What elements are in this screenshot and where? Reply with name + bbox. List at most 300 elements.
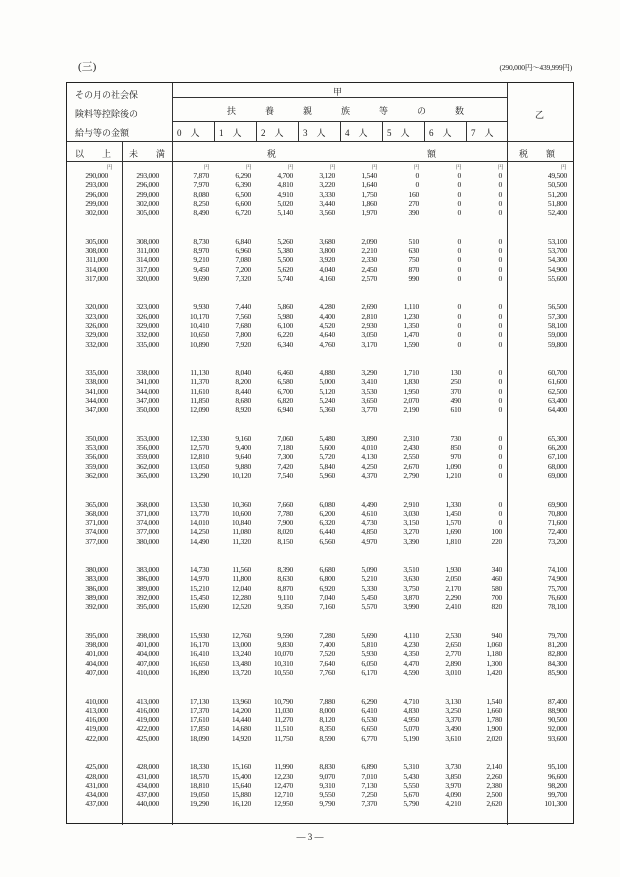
table-column-block (361, 500, 377, 546)
yen-mark: 円 (330, 165, 336, 171)
table-cell: 368,000 (136, 499, 159, 509)
table-cell: 56,500 (547, 302, 567, 312)
table-cell: 11,850 (190, 395, 209, 405)
table-cell: 0 (498, 189, 502, 199)
table-cell: 5,840 (319, 461, 335, 471)
table-cell: 13,720 (231, 668, 251, 678)
table-cell: 8,040 (235, 368, 251, 378)
table-cell: 416,000 (85, 715, 108, 725)
table-column-block (319, 302, 335, 348)
header-dependents-7: 数 (455, 106, 465, 116)
table-cell: 5,740 (277, 273, 293, 283)
header-dependents-1: 扶 (227, 106, 237, 116)
table-cell: 1,570 (445, 518, 461, 528)
table-column-block (499, 237, 503, 283)
count-5: 5 人 (387, 128, 410, 138)
table-cell: 0 (498, 368, 502, 378)
table-cell: 2,570 (361, 273, 377, 283)
table-column-block (361, 434, 377, 480)
table-cell: 14,680 (231, 724, 251, 734)
count-0: 0 人 (177, 128, 200, 138)
table-cell: 8,020 (277, 527, 293, 537)
table-cell: 9,400 (235, 443, 251, 453)
table-cell: 630 (408, 245, 419, 255)
table-column-block (409, 237, 420, 283)
table-cell: 7,400 (319, 640, 335, 650)
table-cell: 1,210 (445, 470, 461, 480)
table-cell: 9,310 (319, 780, 335, 790)
table-cell: 1,180 (486, 649, 502, 659)
table-cell: 8,250 (193, 198, 209, 208)
table-column-block (85, 171, 108, 217)
table-cell: 4,370 (361, 470, 377, 480)
table-cell: 98,200 (547, 780, 567, 790)
table-cell: 10,890 (189, 339, 209, 349)
table-cell: 610 (450, 405, 461, 415)
table-cell: 5,240 (319, 395, 335, 405)
table-cell: 6,770 (361, 733, 377, 743)
table-cell: 6,050 (361, 658, 377, 668)
table-cell: 1,330 (445, 499, 461, 509)
table-cell: 395,000 (136, 602, 159, 612)
table-cell: 1,950 (403, 386, 419, 396)
table-cell: 0 (457, 208, 461, 218)
table-cell: 5,140 (277, 208, 293, 218)
table-cell: 6,340 (277, 339, 293, 349)
table-cell: 730 (450, 433, 461, 443)
table-cell: 2,290 (445, 593, 461, 603)
table-cell: 52,400 (547, 208, 567, 218)
table-cell: 9,830 (277, 640, 293, 650)
table-cell: 9,110 (277, 593, 293, 603)
table-cell: 1,640 (361, 180, 377, 190)
table-cell: 4,520 (319, 320, 335, 330)
table-cell: 3,150 (403, 518, 419, 528)
table-cell: 7,200 (235, 264, 251, 274)
table-cell: 85,900 (547, 668, 567, 678)
table-cell: 0 (415, 171, 419, 180)
table-column-block (403, 762, 419, 808)
table-cell: 12,470 (273, 780, 293, 790)
table-cell: 2,770 (445, 649, 461, 659)
table-cell: 11,610 (190, 386, 209, 396)
table-cell: 0 (498, 461, 502, 471)
table-cell: 0 (457, 189, 461, 199)
table-column-block (136, 368, 159, 414)
yen-mark: 円 (204, 165, 210, 171)
table-cell: 57,300 (547, 311, 567, 321)
table-cell: 7,540 (277, 470, 293, 480)
table-cell: 5,620 (277, 264, 293, 274)
section-mark: (三) (78, 61, 97, 73)
table-column-block (486, 697, 502, 743)
table-cell: 5,330 (361, 583, 377, 593)
table-cell: 350,000 (136, 405, 159, 415)
table-cell: 11,320 (232, 536, 251, 546)
table-cell: 308,000 (136, 236, 159, 246)
header-dependents-3: 親 (303, 106, 313, 116)
table-cell: 0 (498, 171, 502, 180)
table-cell: 59,000 (547, 330, 567, 340)
table-cell: 10,600 (231, 508, 251, 518)
table-cell: 338,000 (85, 377, 108, 387)
table-cell: 13,240 (231, 649, 251, 659)
table-cell: 7,560 (235, 311, 251, 321)
table-cell: 9,550 (319, 790, 335, 800)
table-cell: 0 (498, 386, 502, 396)
table-cell: 5,690 (361, 630, 377, 640)
table-cell: 17,850 (189, 724, 209, 734)
table-cell: 250 (450, 377, 461, 387)
table-cell: 5,860 (277, 302, 293, 312)
table-cell: 6,940 (277, 405, 293, 415)
table-cell: 356,000 (136, 443, 159, 453)
table-cell: 4,160 (319, 273, 335, 283)
table-cell: 5,090 (361, 565, 377, 575)
table-column-block (319, 171, 335, 217)
table-column-block (548, 565, 567, 611)
table-cell: 0 (498, 377, 502, 387)
table-cell: 270 (408, 198, 419, 208)
table-cell: 329,000 (136, 320, 159, 330)
table-cell: 0 (498, 198, 502, 208)
table-cell: 2,090 (361, 236, 377, 246)
table-cell: 4,970 (361, 536, 377, 546)
table-cell: 11,270 (274, 715, 293, 725)
table-cell: 2,310 (403, 433, 419, 443)
table-cell: 12,810 (189, 452, 209, 462)
table-cell: 5,190 (403, 733, 419, 743)
table-cell: 389,000 (85, 593, 108, 603)
table-cell: 437,000 (136, 790, 159, 800)
table-cell: 0 (457, 255, 461, 265)
table-cell: 2,410 (445, 602, 461, 612)
header-label-line-2: 険料等控除後の (75, 109, 139, 119)
table-cell: 3,630 (403, 574, 419, 584)
table-cell: 0 (457, 339, 461, 349)
table-cell: 7,440 (235, 302, 251, 312)
table-cell: 314,000 (136, 255, 159, 265)
table-cell: 323,000 (85, 311, 108, 321)
table-cell: 3,250 (445, 705, 461, 715)
table-cell: 9,450 (193, 264, 209, 274)
table-cell: 51,200 (547, 189, 567, 199)
table-cell: 8,680 (235, 395, 251, 405)
table-column-block (190, 500, 209, 546)
table-cell: 1,540 (486, 696, 502, 706)
table-cell: 8,630 (277, 574, 293, 584)
table-cell: 8,350 (319, 724, 335, 734)
table-cell: 2,670 (403, 461, 419, 471)
table-cell: 16,170 (189, 640, 209, 650)
table-cell: 0 (415, 180, 419, 190)
table-cell: 392,000 (85, 602, 108, 612)
table-column-block (232, 631, 251, 677)
table-cell: 50,500 (547, 180, 567, 190)
table-cell: 299,000 (85, 198, 108, 208)
table-cell: 365,000 (136, 470, 159, 480)
header-ijou: 以 上 (75, 149, 112, 159)
table-cell: 15,690 (189, 602, 209, 612)
table-cell: 386,000 (136, 574, 159, 584)
table-cell: 15,400 (231, 771, 251, 781)
table-cell: 10,550 (273, 668, 293, 678)
table-column-block (361, 237, 377, 283)
table-cell: 1,420 (486, 668, 502, 678)
table-cell: 8,000 (319, 705, 335, 715)
table-cell: 425,000 (85, 762, 108, 772)
count-7: 7 人 (471, 128, 494, 138)
table-cell: 1,900 (486, 724, 502, 734)
table-cell: 7,060 (277, 433, 293, 443)
table-cell: 1,300 (486, 658, 502, 668)
table-cell: 490 (450, 395, 461, 405)
table-cell: 9,350 (277, 602, 293, 612)
table-column-block (136, 171, 159, 217)
table-cell: 2,650 (445, 640, 461, 650)
table-cell: 431,000 (136, 771, 159, 781)
table-cell: 6,600 (235, 198, 251, 208)
table-column-block (85, 762, 108, 808)
table-cell: 0 (457, 171, 461, 180)
table-column-block (190, 434, 209, 480)
table-column-block (190, 368, 209, 414)
table-cell: 6,890 (361, 762, 377, 772)
table-cell: 14,440 (231, 715, 251, 725)
table-cell: 1,690 (445, 527, 461, 537)
table-column-block (548, 500, 567, 546)
table-cell: 0 (457, 273, 461, 283)
table-cell: 49,500 (547, 171, 567, 180)
table-cell: 3,870 (403, 593, 419, 603)
count-2: 2 人 (261, 128, 284, 138)
table-cell: 0 (498, 311, 502, 321)
table-cell: 4,350 (403, 649, 419, 659)
yen-mark: 円 (372, 165, 378, 171)
table-cell: 13,050 (189, 461, 209, 471)
table-column-block (136, 237, 159, 283)
table-cell: 9,790 (319, 799, 335, 809)
table-cell: 6,560 (319, 536, 335, 546)
table-cell: 3,370 (445, 715, 461, 725)
table-cell: 7,080 (235, 255, 251, 265)
table-cell: 10,120 (231, 470, 251, 480)
table-column-block (190, 762, 209, 808)
table-cell: 320,000 (85, 302, 108, 312)
table-cell: 380,000 (136, 536, 159, 546)
header-zei: 税 (267, 149, 277, 159)
table-cell: 2,790 (403, 470, 419, 480)
table-cell: 3,920 (319, 255, 335, 265)
table-cell: 398,000 (85, 640, 108, 650)
table-cell: 338,000 (136, 368, 159, 378)
table-cell: 1,660 (486, 705, 502, 715)
table-cell: 422,000 (136, 724, 159, 734)
table-cell: 93,600 (547, 733, 567, 743)
table-column-block (136, 631, 159, 677)
table-column-block (85, 302, 108, 348)
table-cell: 7,900 (277, 518, 293, 528)
count-6: 6 人 (429, 128, 452, 138)
table-cell: 0 (498, 330, 502, 340)
table-cell: 13,480 (231, 658, 251, 668)
table-cell: 380,000 (85, 565, 108, 575)
table-cell: 7,280 (319, 630, 335, 640)
table-cell: 401,000 (85, 649, 108, 659)
table-cell: 8,730 (193, 236, 209, 246)
table-cell: 8,200 (235, 377, 251, 387)
table-column-block (85, 237, 108, 283)
table-cell: 0 (498, 264, 502, 274)
table-cell: 460 (491, 574, 502, 584)
table-column-block (277, 500, 293, 546)
count-3: 3 人 (303, 128, 326, 138)
table-column-block (235, 302, 251, 348)
table-column-block (548, 368, 567, 414)
table-cell: 10,840 (231, 518, 251, 528)
table-cell: 87,400 (547, 696, 567, 706)
table-cell: 431,000 (85, 780, 108, 790)
table-cell: 7,010 (361, 771, 377, 781)
table-cell: 0 (498, 273, 502, 283)
table-cell: 0 (498, 255, 502, 265)
table-cell: 8,490 (193, 208, 209, 218)
table-cell: 5,570 (361, 602, 377, 612)
table-column-block (232, 762, 251, 808)
table-cell: 296,000 (85, 189, 108, 199)
table-cell: 1,110 (403, 302, 419, 312)
table-column-block (85, 697, 108, 743)
header-dependents-6: の (417, 106, 427, 116)
table-cell: 0 (498, 320, 502, 330)
table-cell: 4,910 (277, 189, 293, 199)
table-cell: 0 (498, 339, 502, 349)
table-cell: 407,000 (136, 658, 159, 668)
table-cell: 11,370 (190, 377, 209, 387)
table-cell: 4,110 (403, 630, 419, 640)
table-column-block (451, 368, 462, 414)
table-cell: 11,560 (232, 565, 251, 575)
table-column-block (277, 434, 293, 480)
table-column-block (445, 434, 461, 480)
table-cell: 3,850 (445, 771, 461, 781)
table-cell: 7,130 (361, 780, 377, 790)
table-cell: 11,750 (274, 733, 293, 743)
yen-mark: 円 (288, 165, 294, 171)
table-cell: 16,890 (189, 668, 209, 678)
table-cell: 311,000 (85, 255, 108, 265)
table-column-block (319, 500, 335, 546)
table-column-block (445, 500, 461, 546)
table-cell: 0 (498, 443, 502, 453)
table-cell: 0 (498, 405, 502, 415)
table-column-block (319, 631, 335, 677)
header-gaku: 額 (427, 149, 437, 159)
table-cell: 2,500 (486, 790, 502, 800)
table-cell: 14,490 (189, 536, 209, 546)
table-cell: 0 (498, 470, 502, 480)
table-column-block (445, 762, 461, 808)
table-cell: 422,000 (85, 733, 108, 743)
table-column-block (232, 434, 251, 480)
table-cell: 6,200 (319, 508, 335, 518)
table-cell: 6,820 (277, 395, 293, 405)
table-cell: 13,530 (189, 499, 209, 509)
table-cell: 66,200 (547, 443, 567, 453)
table-cell: 4,710 (403, 696, 419, 706)
table-cell: 0 (498, 180, 502, 190)
yen-mark: 円 (246, 165, 252, 171)
table-cell: 5,430 (403, 771, 419, 781)
table-cell: 299,000 (136, 189, 159, 199)
table-cell: 2,050 (445, 574, 461, 584)
table-column-block (319, 565, 335, 611)
table-cell: 8,440 (235, 386, 251, 396)
table-column-block (190, 565, 209, 611)
table-cell: 395,000 (85, 630, 108, 640)
table-column-block (136, 302, 159, 348)
table-cell: 13,960 (231, 696, 251, 706)
table-cell: 0 (457, 198, 461, 208)
table-cell: 3,330 (319, 189, 335, 199)
table-cell: 4,700 (277, 171, 293, 180)
table-cell: 4,130 (361, 452, 377, 462)
table-cell: 1,590 (403, 339, 419, 349)
table-cell: 2,190 (403, 405, 419, 415)
table-column-block (403, 565, 419, 611)
table-cell: 1,860 (361, 198, 377, 208)
table-cell: 14,200 (231, 705, 251, 715)
table-cell: 317,000 (136, 264, 159, 274)
table-cell: 9,690 (193, 273, 209, 283)
table-cell: 305,000 (136, 208, 159, 218)
table-cell: 3,650 (361, 395, 377, 405)
table-cell: 14,970 (189, 574, 209, 584)
table-cell: 425,000 (136, 733, 159, 743)
table-column-block (492, 565, 503, 611)
table-column-block (274, 762, 293, 808)
table-cell: 8,150 (277, 536, 293, 546)
table-cell: 7,660 (277, 499, 293, 509)
header-zeigaku: 税 額 (519, 149, 556, 159)
table-cell: 5,070 (403, 724, 419, 734)
table-cell: 311,000 (136, 245, 159, 255)
table-cell: 7,640 (319, 658, 335, 668)
table-cell: 1,830 (403, 377, 419, 387)
table-column-block (361, 631, 377, 677)
table-cell: 1,780 (486, 715, 502, 725)
table-cell: 390 (408, 208, 419, 218)
table-cell: 1,470 (403, 330, 419, 340)
table-cell: 12,570 (189, 443, 209, 453)
table-cell: 410,000 (85, 696, 108, 706)
table-cell: 335,000 (85, 368, 108, 378)
table-column-block (361, 171, 377, 217)
table-cell: 69,900 (547, 499, 567, 509)
table-cell: 9,640 (235, 452, 251, 462)
table-cell: 18,810 (189, 780, 209, 790)
table-column-block (190, 631, 209, 677)
table-column-block (486, 631, 502, 677)
table-cell: 1,060 (486, 640, 502, 650)
table-cell: 10,070 (273, 649, 293, 659)
table-cell: 4,490 (361, 499, 377, 509)
table-column-block (458, 237, 462, 283)
table-column-block (193, 171, 209, 217)
table-cell: 332,000 (136, 330, 159, 340)
table-cell: 7,870 (193, 171, 209, 180)
table-cell: 308,000 (85, 245, 108, 255)
